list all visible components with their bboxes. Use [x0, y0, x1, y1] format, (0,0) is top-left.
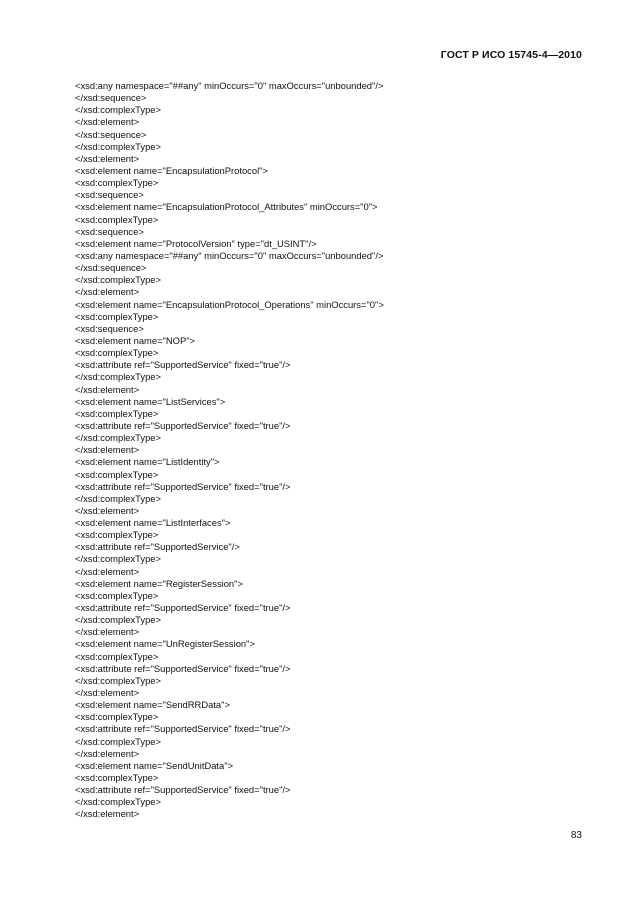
- code-line: </xsd:sequence>: [75, 262, 147, 274]
- code-line: <xsd:attribute ref="SupportedService" fixed="true"/>: [75, 602, 291, 614]
- code-line: <xsd:complexType>: [75, 650, 159, 662]
- code-line: </xsd:element>: [75, 808, 140, 820]
- code-line: <xsd:attribute ref="SupportedService" fixed="true"/>: [75, 419, 291, 431]
- code-line: </xsd:element>: [75, 747, 140, 759]
- code-line: <xsd:complexType>: [75, 347, 159, 359]
- page-number: 83: [570, 830, 582, 841]
- code-line: <xsd:attribute ref="SupportedService" fixed="true"/>: [75, 723, 291, 735]
- code-line: </xsd:element>: [75, 626, 140, 638]
- code-line: </xsd:complexType>: [75, 432, 161, 444]
- code-line: <xsd:element name="NOP">: [75, 334, 195, 346]
- code-line: </xsd:complexType>: [75, 796, 161, 808]
- code-line: <xsd:element name="EncapsulationProtocol_Operations" minOccurs="0">: [75, 298, 384, 310]
- code-line: <xsd:complexType>: [75, 772, 159, 784]
- code-line: <xsd:sequence>: [75, 322, 144, 334]
- code-line: <xsd:attribute ref="SupportedService" fixed="true"/>: [75, 480, 291, 492]
- code-line: </xsd:element>: [75, 687, 140, 699]
- code-line: <xsd:element name="ListServices">: [75, 395, 226, 407]
- code-line: <xsd:sequence>: [75, 189, 144, 201]
- code-line: <xsd:complexType>: [75, 213, 159, 225]
- code-line: <xsd:element name="EncapsulationProtocol">: [75, 164, 268, 176]
- code-line: <xsd:any namespace="##any" minOccurs="0" maxOccurs="unbounded"/>: [75, 80, 384, 91]
- code-line: </xsd:complexType>: [75, 674, 161, 686]
- code-line: <xsd:element name="ListInterfaces">: [75, 517, 231, 529]
- code-line: </xsd:element>: [75, 152, 140, 164]
- document-header: ГОСТ Р ИСО 15745-4—2010: [440, 49, 582, 61]
- code-line: </xsd:sequence>: [75, 92, 147, 104]
- code-line: <xsd:complexType>: [75, 711, 159, 723]
- code-line: <xsd:attribute ref="SupportedService" fixed="true"/>: [75, 784, 291, 796]
- code-line: <xsd:complexType>: [75, 529, 159, 541]
- code-line: </xsd:element>: [75, 565, 140, 577]
- code-line: </xsd:sequence>: [75, 128, 147, 140]
- code-line: </xsd:element>: [75, 444, 140, 456]
- code-line: <xsd:element name="ListIdentity">: [75, 456, 220, 468]
- code-line: <xsd:element name="SendRRData">: [75, 699, 230, 711]
- code-line: </xsd:complexType>: [75, 140, 161, 152]
- code-line: <xsd:complexType>: [75, 310, 159, 322]
- code-line: </xsd:complexType>: [75, 735, 161, 747]
- code-line: <xsd:complexType>: [75, 468, 159, 480]
- code-line: <xsd:sequence>: [75, 225, 144, 237]
- code-line: <xsd:element name="RegisterSession">: [75, 577, 243, 589]
- code-line: <xsd:complexType>: [75, 177, 159, 189]
- code-line: </xsd:complexType>: [75, 614, 161, 626]
- code-line: <xsd:attribute ref="SupportedService" fixed="true"/>: [75, 662, 291, 674]
- xsd-code-block: [75, 80, 384, 821]
- code-line: <xsd:attribute ref="SupportedService" fixed="true"/>: [75, 359, 291, 371]
- code-line: </xsd:element>: [75, 383, 140, 395]
- code-line: </xsd:complexType>: [75, 553, 161, 565]
- code-line: <xsd:attribute ref="SupportedService"/>: [75, 541, 240, 553]
- code-line: </xsd:complexType>: [75, 274, 161, 286]
- code-line: </xsd:complexType>: [75, 104, 161, 116]
- code-line: <xsd:element name="SendUnitData">: [75, 759, 234, 771]
- code-line: </xsd:element>: [75, 504, 140, 516]
- code-line: </xsd:element>: [75, 286, 140, 298]
- code-line: </xsd:complexType>: [75, 371, 161, 383]
- code-line: </xsd:element>: [75, 116, 140, 128]
- code-line: <xsd:complexType>: [75, 589, 159, 601]
- code-line: </xsd:complexType>: [75, 492, 161, 504]
- code-line: <xsd:element name="UnRegisterSession">: [75, 638, 255, 650]
- code-line: <xsd:element name="ProtocolVersion" type="dt_USINT"/>: [75, 237, 317, 249]
- code-line: <xsd:complexType>: [75, 407, 159, 419]
- code-line: <xsd:element name="EncapsulationProtocol_Attributes" minOccurs="0">: [75, 201, 378, 213]
- code-line: <xsd:any namespace="##any" minOccurs="0" maxOccurs="unbounded"/>: [75, 249, 384, 261]
